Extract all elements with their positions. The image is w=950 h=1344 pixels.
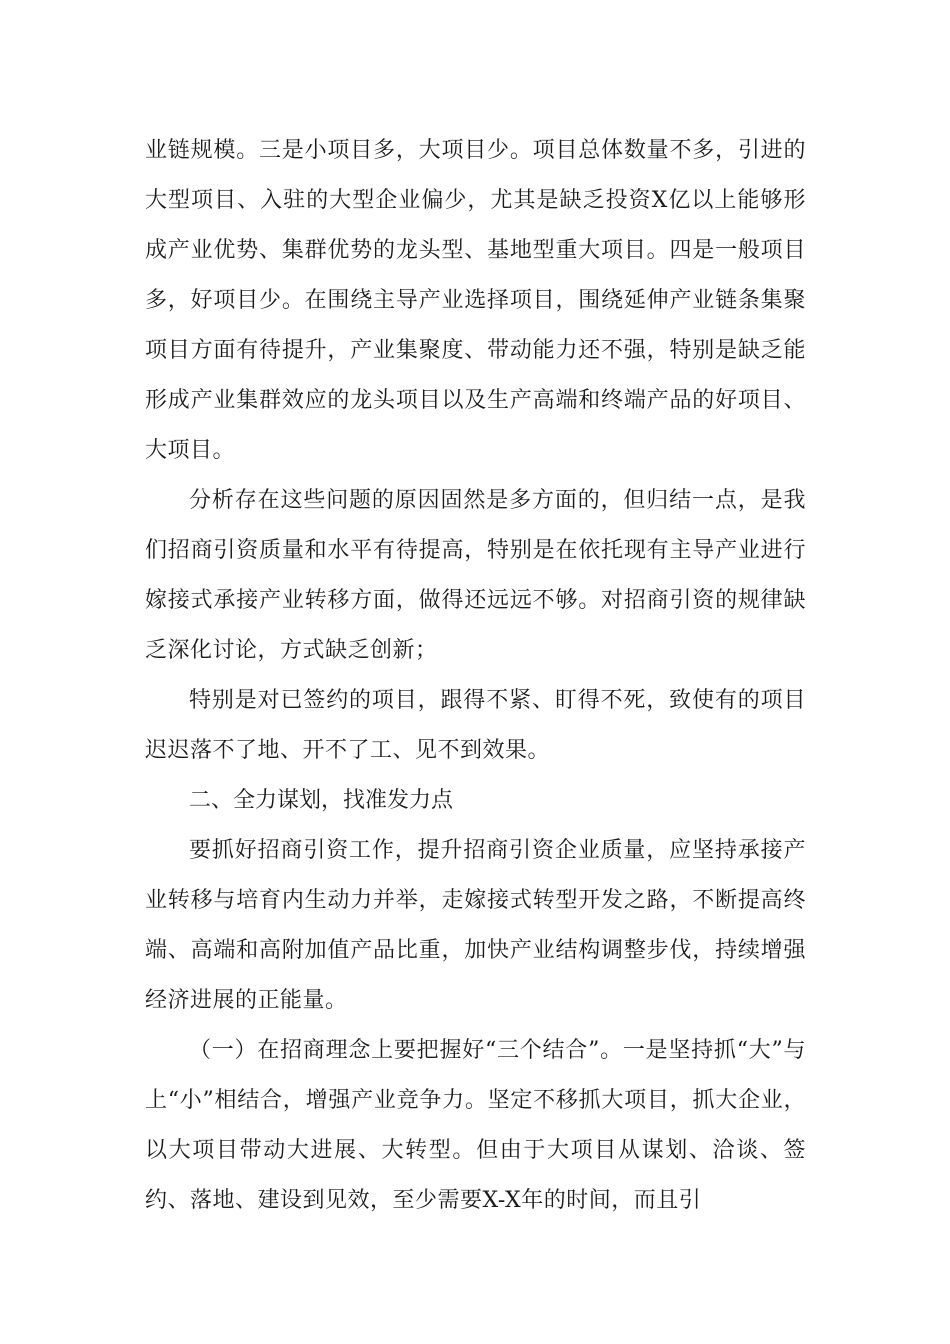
paragraph-2: 分析存在这些问题的原因固然是多方面的，但归结一点，是我们招商引资质量和水平有待提高，特别是在依托现有主导产业进行嫁接式承接产业转移方面，做得还远远不够。对招商引资的规律缺乏深化讨论，方式缺乏创新； <box>145 488 806 663</box>
paragraph-4: 要抓好招商引资工作，提升招商引资企业质量，应坚持承接产业转移与培育内生动力并举，走嫁接式转型开发之路，不断提高终端、高端和高附加值产品比重，加快产业结构调整步伐，持续增强经济进展的正能量。 <box>145 838 806 1013</box>
paragraph-5: （一）在招商理念上要把握好“三个结合”。一是坚持抓“大”与上“小”相结合，增强产业竞争力。坚定不移抓大项目，抓大企业，以大项目带动大进展、大转型。但由于大项目从谋划、洽谈、签约、落地、建设到见效，至少需要X-X年的时间，而且引 <box>145 1038 806 1213</box>
document-page <box>145 126 806 1226</box>
paragraph-1: 业链规模。三是小项目多，大项目少。项目总体数量不多，引进的大型项目、入驻的大型企业偏少，尤其是缺乏投资X亿以上能够形成产业优势、集群优势的龙头型、基地型重大项目。四是一般项目多，好项目少。在围绕主导产业选择项目，围绕延伸产业链条集聚项目方面有待提升，产业集聚度、带动能力还不强，特别是缺乏能形成产业集群效应的龙头项目以及生产高端和终端产品的好项目、大项目。 <box>145 138 806 463</box>
section-heading: 二、全力谋划，找准发力点 <box>189 788 454 813</box>
paragraph-3: 特别是对已签约的项目，跟得不紧、盯得不死，致使有的项目迟迟落不了地、开不了工、见不到效果。 <box>145 688 806 763</box>
